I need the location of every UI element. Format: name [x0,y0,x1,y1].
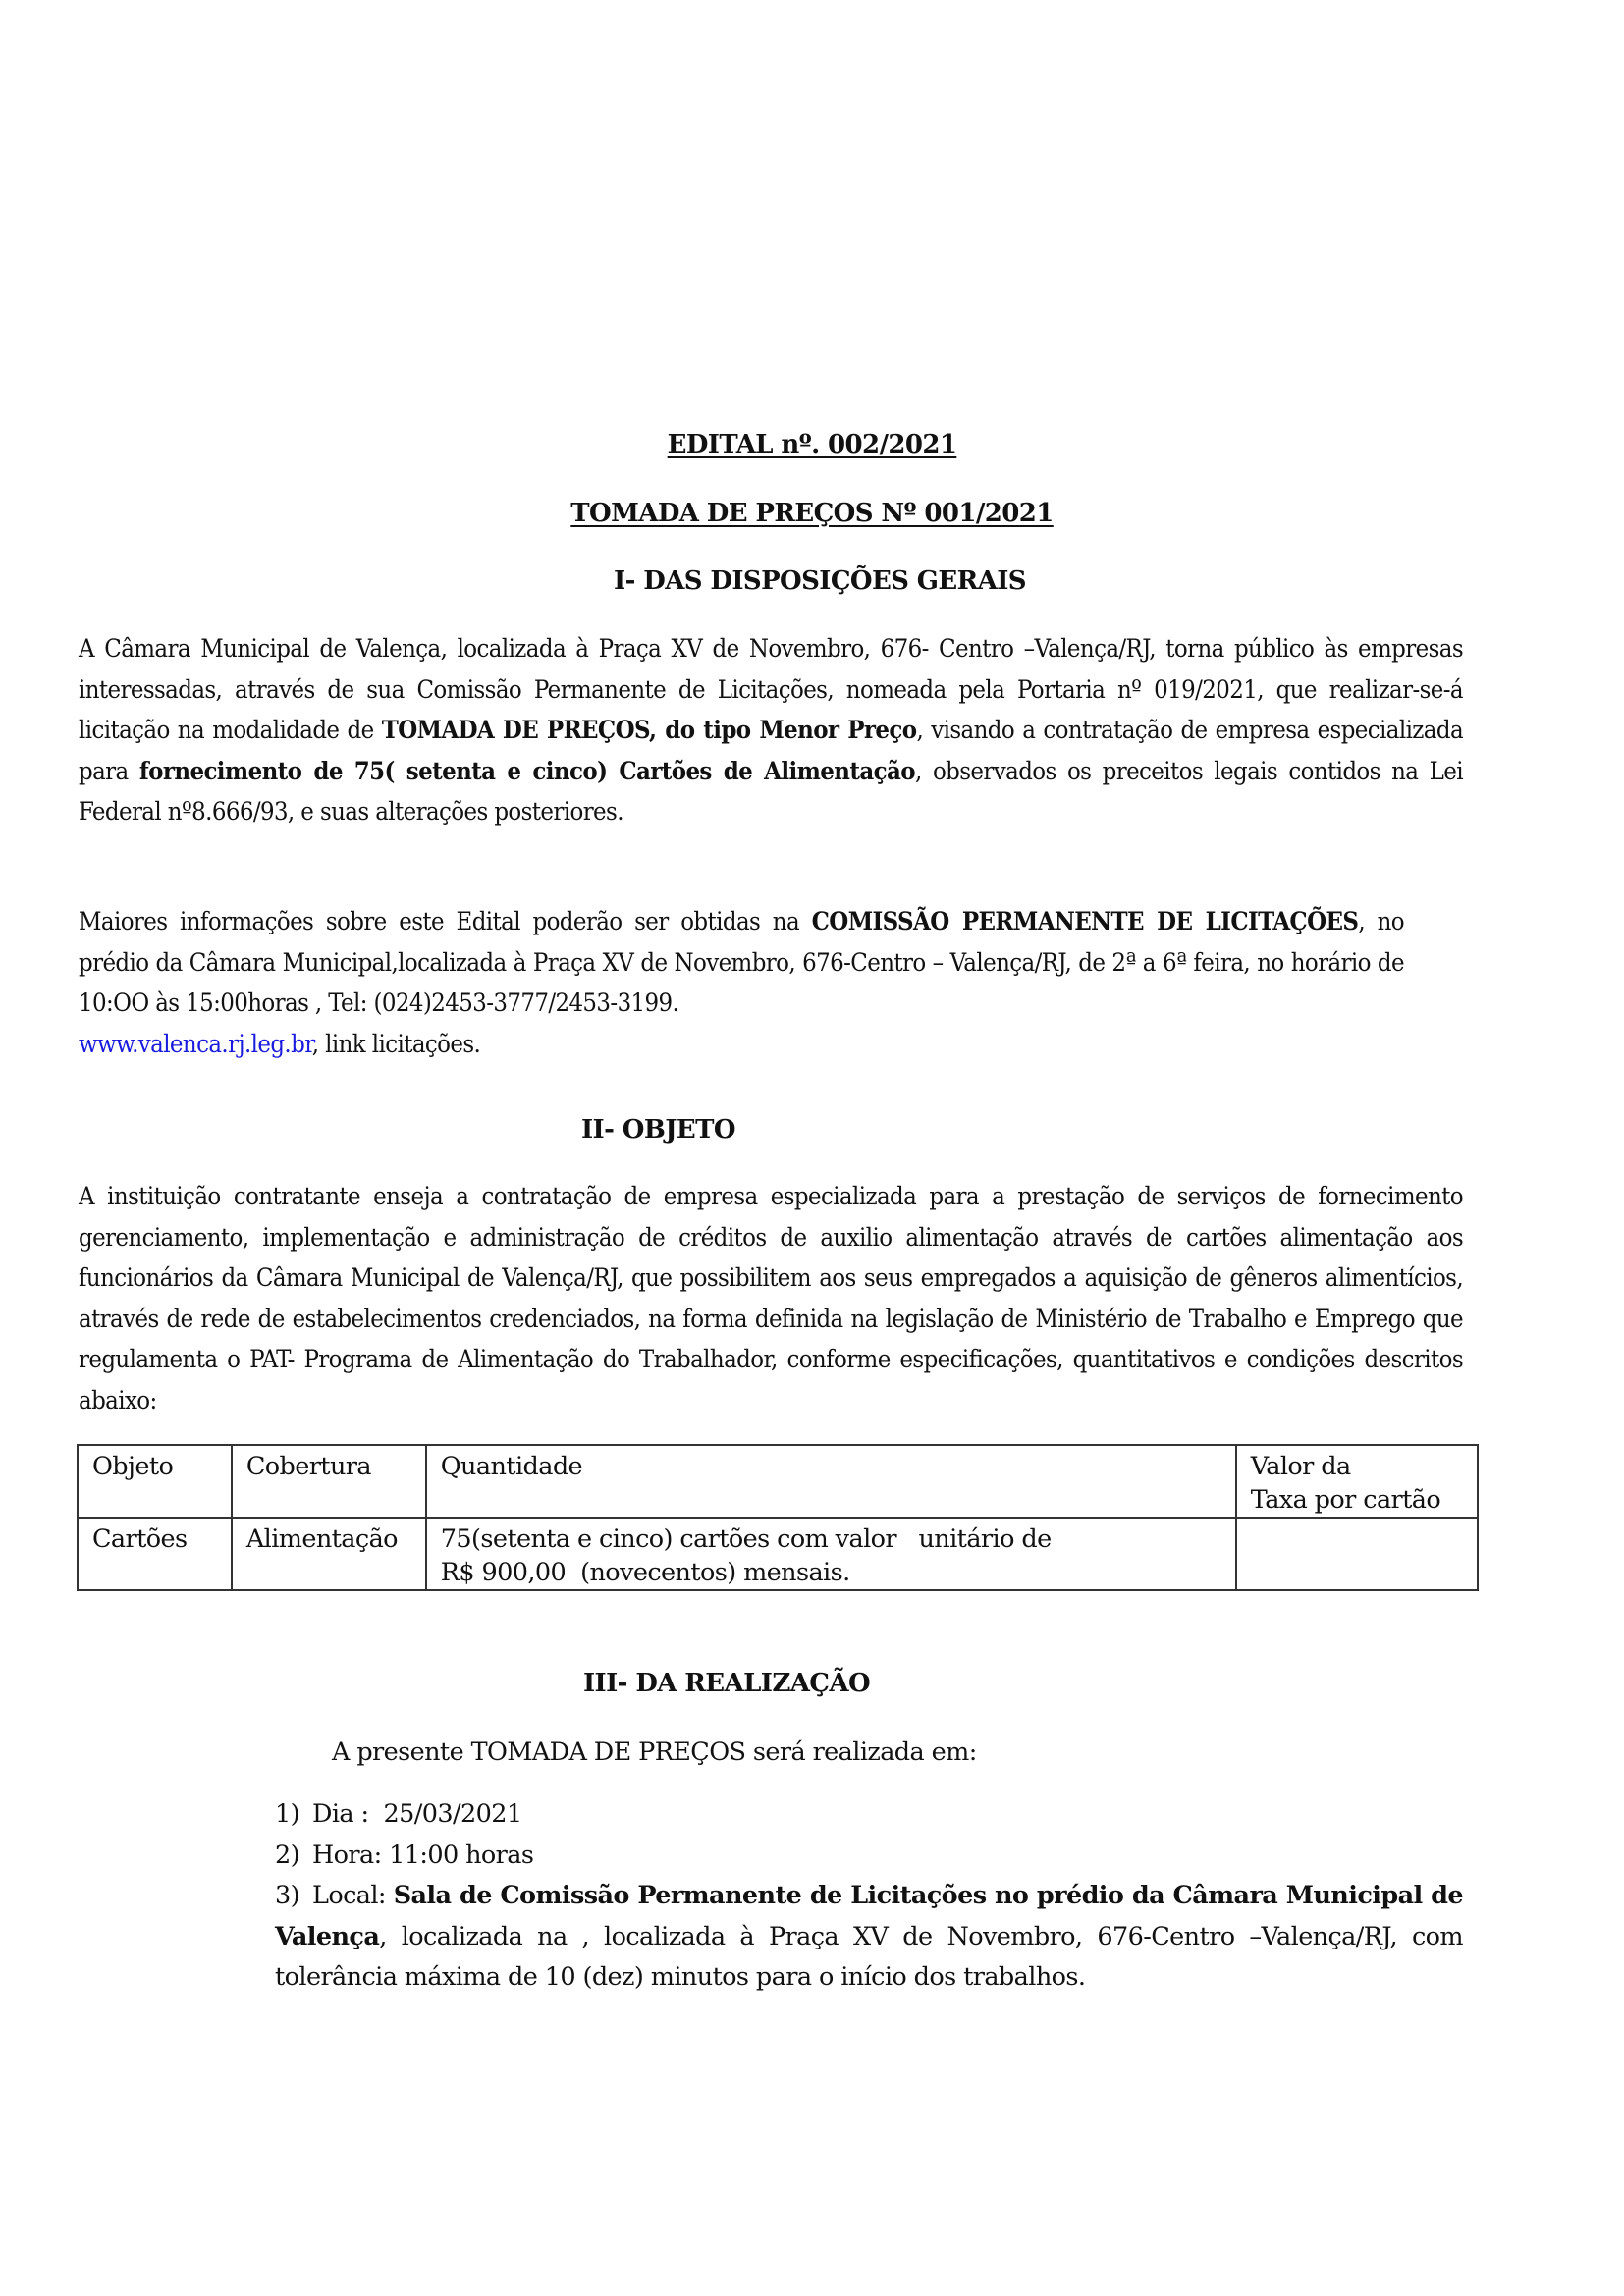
tomada-precos-heading [0,499,1624,528]
bold-text-run: COMISSÃO PERMANENTE DE LICITAÇÕES [811,907,1359,936]
text-run: , link licitações. [311,1029,481,1059]
header-valor-line-1: Valor da [1250,1452,1351,1481]
section-1-paragraph-1 [79,629,1463,833]
list-item-hour [275,1836,1463,1877]
list-item-local [275,1876,1463,1999]
header-quantidade: Quantidade [426,1445,1236,1518]
header-valor-taxa [1236,1445,1478,1518]
list-item-day [275,1794,1463,1836]
text-run: , visando a contratação de empresa especializada para [79,716,1464,786]
cell-objeto: Cartões [78,1518,232,1590]
cell-valor-taxa [1236,1518,1478,1590]
bold-text-run: Sala de Comissão Permanente de Licitações no prédio da Câmara Municipal de Valença [275,1881,1463,1951]
section-3-intro: A presente TOMADA DE PREÇOS será realizada em: [332,1737,977,1767]
list-number: 2) [275,1840,299,1870]
realization-list [275,1794,1463,1999]
website-link[interactable]: www.valenca.rj.leg.br [79,1029,312,1059]
header-objeto: Objeto [78,1445,232,1518]
list-label: Local: [312,1881,394,1910]
quantidade-line-2: R$ 900,00 (novecentos) mensais. [440,1558,850,1587]
cell-quantidade [426,1518,1236,1590]
list-text: , localizada na , localizada à Praça XV de Novembro, 676-Centro –Valença/RJ, com tolerância máxima de 10 (dez) minutos para o início dos trabalhos. [275,1921,1463,1992]
quantidade-line-1: 75(setenta e cinco) cartões com valor unitário de [440,1524,1052,1554]
object-table [77,1444,1479,1591]
bold-text-run: TOMADA DE PREÇOS, do tipo Menor Preço [381,716,917,745]
text-run: Maiores informações sobre este Edital poderão ser obtidas na [79,907,812,936]
bold-text-run: fornecimento de 75( setenta e cinco) Cartões de Alimentação [138,756,915,786]
text-run: A Câmara Municipal de Valença, localizada à Praça XV de Novembro, 676- Centro –Valença/RJ, torna público às empresas interessadas, através de sua Comissão Permanente de Licitações, nomeada pela Portaria nº 019/2021, que realizar-se-á licitação na modalidade de [79,634,1463,745]
section-2-title: II- OBJETO [581,1115,735,1145]
list-number: 1) [275,1799,299,1829]
list-number: 3) [275,1881,299,1910]
header-cobertura: Cobertura [232,1445,426,1518]
table-header-row [78,1445,1478,1518]
text-run: , no prédio da Câmara Municipal,localizada à Praça XV de Novembro, 676-Centro – Valença/RJ, de 2ª a 6ª feira, no horário de 10:OO às 15:00horas , Tel: (024)2453-3777/2453-3199. [79,907,1404,1018]
header-valor-line-2: Taxa por cartão [1250,1485,1441,1515]
section-3-title: III- DA REALIZAÇÃO [583,1669,871,1698]
section-1-title: I- DAS DISPOSIÇÕES GERAIS [614,566,1026,596]
text-run: , observados os preceitos legais contidos na Lei Federal nº8.666/93, e suas alterações posteriores. [79,756,1463,827]
section-1-paragraph-2 [79,902,1404,1065]
section-2-paragraph: A instituição contratante enseja a contratação de empresa especializada para a prestação de serviços de fornecimento gerenciamento, implementação e administração de créditos de auxilio alimentação através de cartões alimentação aos funcionários da Câmara Municipal de Valença/RJ, que possibilitem aos seus empregados a aquisição de gêneros alimentícios, através de rede de estabelecimentos credenciados, na forma definida na legislação de Ministério de Trabalho e Emprego que regulamenta o PAT- Programa de Alimentação do Trabalhador, conforme especificações, quantitativos e condições descritos abaixo: [79,1182,1463,1415]
tomada-precos-text: TOMADA DE PREÇOS Nº 001/2021 [570,499,1054,528]
table-row [78,1518,1478,1590]
cell-cobertura: Alimentação [232,1518,426,1590]
edital-number-text: EDITAL nº. 002/2021 [667,430,957,459]
list-text: Dia : 25/03/2021 [312,1799,522,1829]
edital-number-heading [0,430,1624,459]
list-text: Hora: 11:00 horas [312,1840,534,1870]
